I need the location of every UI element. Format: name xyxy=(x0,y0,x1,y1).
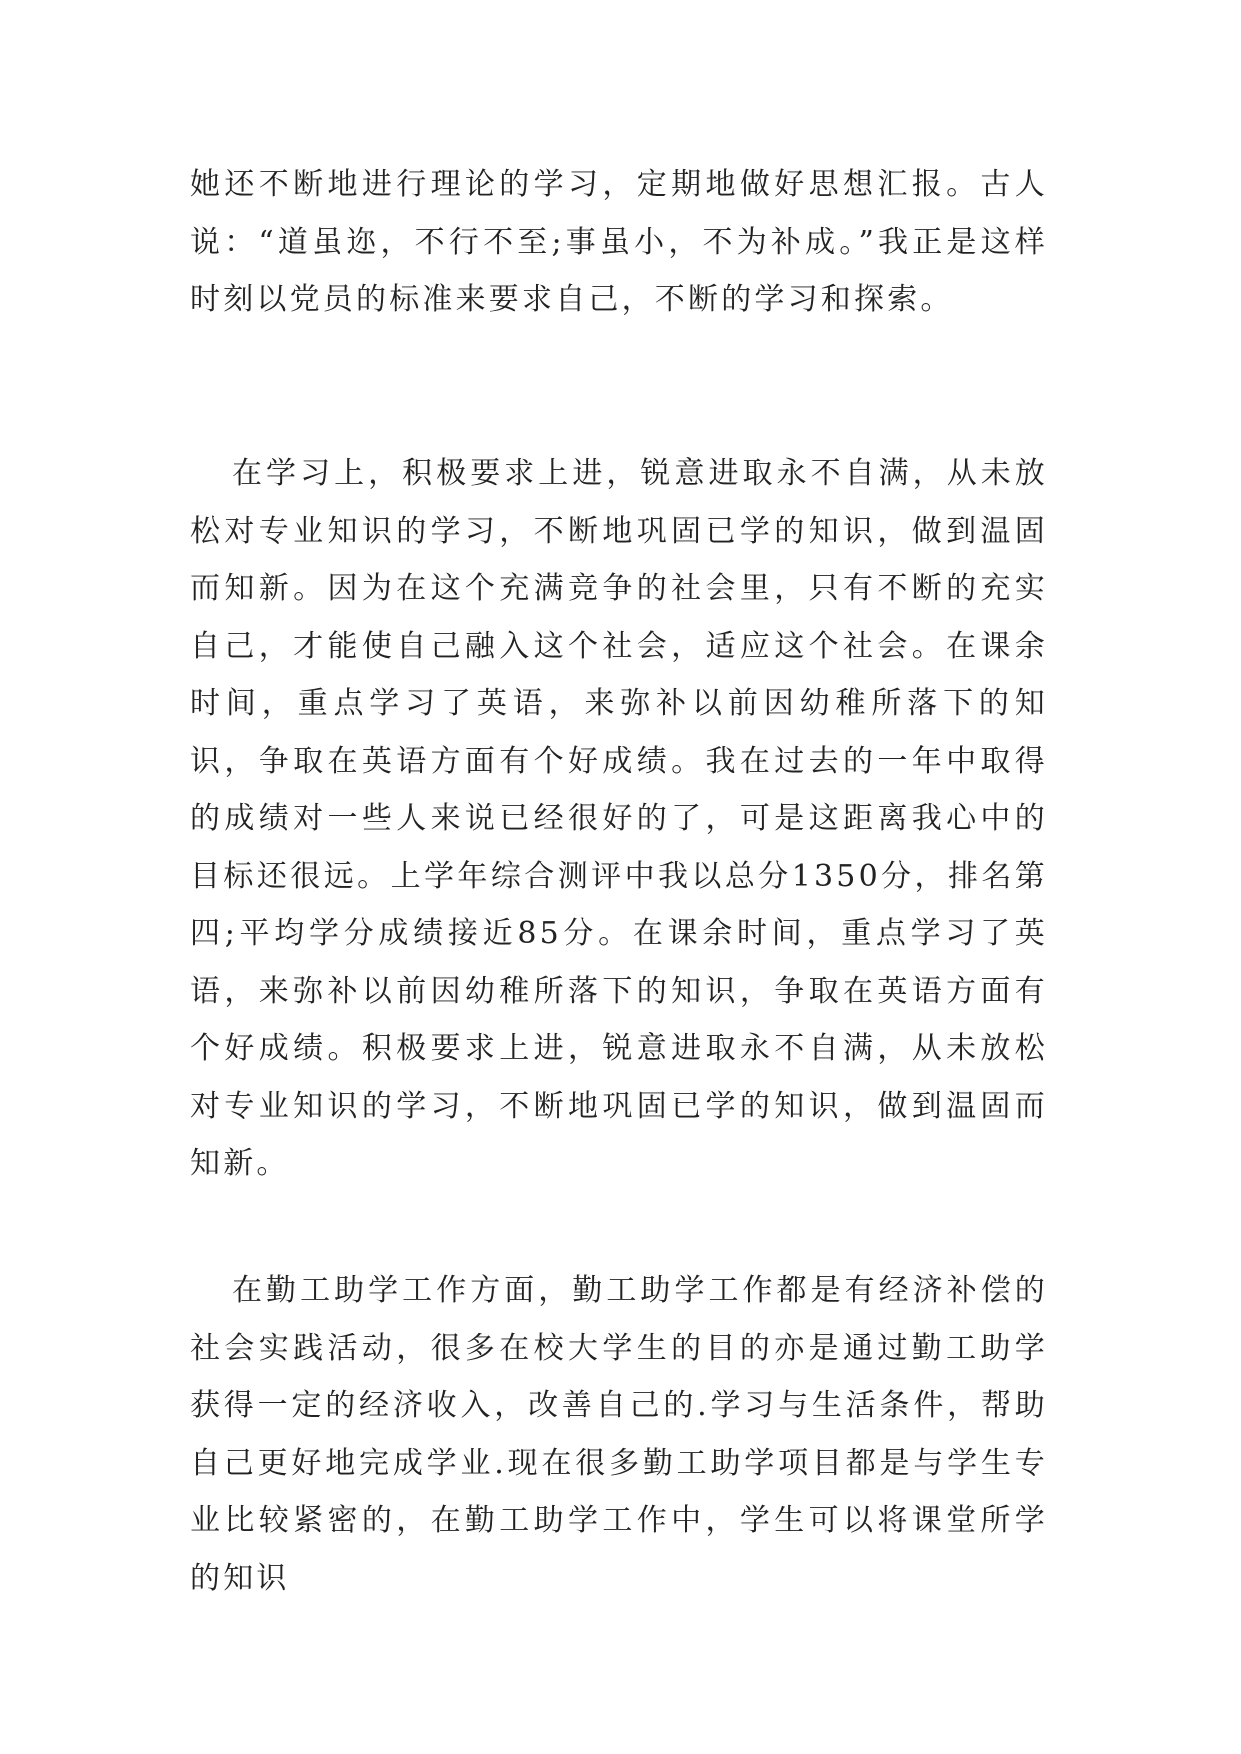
paragraph-1: 她还不断地进行理论的学习，定期地做好思想汇报。古人说：“道虽迩，不行不至;事虽小，不为补成。”我正是这样时刻以党员的标准来要求自己，不断的学习和探索。 xyxy=(190,167,1048,317)
paragraph-3: 在勤工助学工作方面，勤工助学工作都是有经济补偿的社会实践活动，很多在校大学生的目的亦是通过勤工助学获得一定的经济收入，改善自己的.学习与生活条件，帮助自己更好地完成学业.现在很多勤工助学项目都是与学生专业比较紧密的，在勤工助学工作中，学生可以将课堂所学的知识 xyxy=(190,1273,1048,1596)
paragraph-2: 在学习上，积极要求上进，锐意进取永不自满，从未放松对专业知识的学习，不断地巩固已学的知识，做到温固而知新。因为在这个充满竞争的社会里，只有不断的充实自己，才能使自己融入这个社会，适应这个社会。在课余时间，重点学习了英语，来弥补以前因幼稚所落下的知识，争取在英语方面有个好成绩。我在过去的一年中取得的成绩对一些人来说已经很好的了，可是这距离我心中的目标还很远。上学年综合测评中我以总分1350分，排名第四;平均学分成绩接近85分。在课余时间，重点学习了英语，来弥补以前因幼稚所落下的知识，争取在英语方面有个好成绩。积极要求上进，锐意进取永不自满，从未放松对专业知识的学习，不断地巩固已学的知识，做到温固而知新。 xyxy=(190,456,1048,1181)
